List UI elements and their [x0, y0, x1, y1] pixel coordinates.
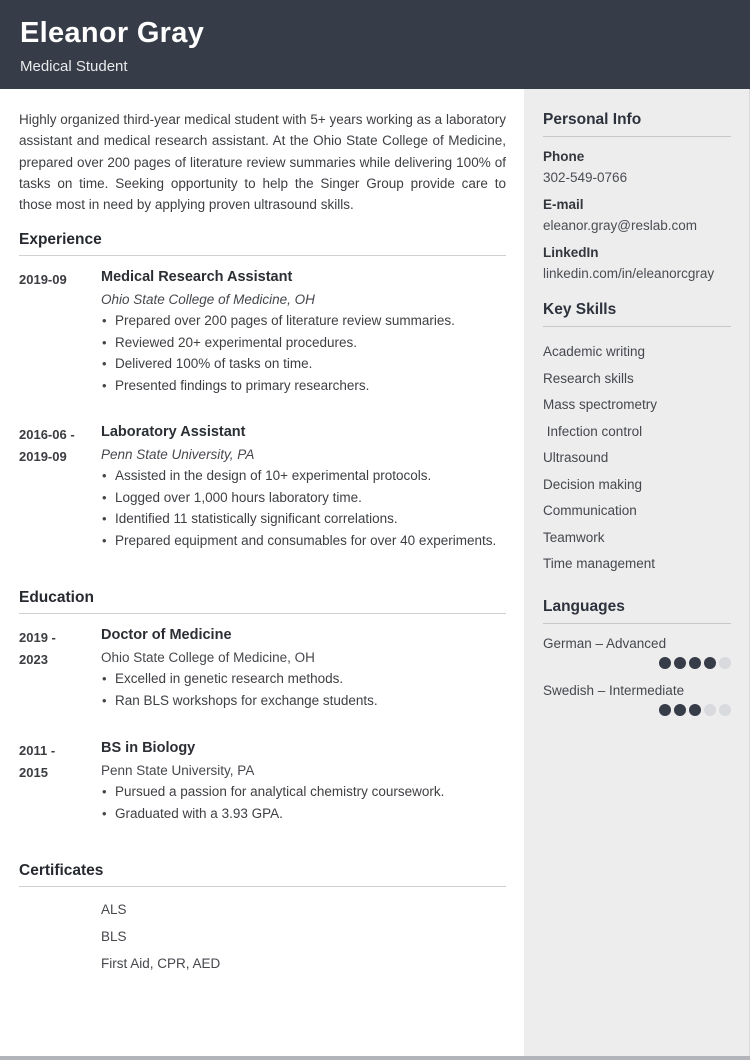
language-label: German – Advanced: [543, 635, 667, 651]
main-column: [0, 89, 524, 1056]
language-level-dots: [543, 657, 731, 669]
key-skills-heading: Key Skills: [543, 301, 731, 327]
summary-paragraph: Highly organized third-year medical student with 5+ years working as a laboratory assistant and medical research assistant. At the Ohio State College of Medicine, prepared over 200 pages of literature review summaries while delivering 100% of tasks on time. Seeking opportunity to help the Singer Group provide care to those most in need by applying proven ultrasound skills.: [19, 112, 506, 213]
education-entry: [19, 738, 506, 824]
skill-item: Teamwork: [543, 529, 605, 545]
language-level-dot-filled: [689, 704, 701, 716]
bullet-item: • Presented findings to primary researchers.: [101, 375, 506, 397]
resume-body: [0, 89, 750, 1056]
skill-item: Infection control: [543, 423, 643, 439]
person-job-title: Medical Student: [20, 58, 128, 75]
entry-date-line: 2011 -: [19, 743, 56, 759]
personal-info-section: [543, 111, 731, 281]
language-level-dot-empty: [719, 704, 731, 716]
phone-value: 302-549-0766: [543, 170, 628, 185]
entry-organization: Penn State University, PA: [101, 446, 255, 462]
entry-dates: [19, 625, 101, 711]
bullet-item: • Logged over 1,000 hours laboratory time.: [101, 487, 506, 509]
skill-item: Communication: [543, 503, 637, 518]
entry-bullet-list: [101, 668, 506, 711]
linkedin-label: LinkedIn: [543, 245, 599, 260]
languages-section: [543, 598, 731, 716]
entry-date-line: 2023: [19, 651, 48, 667]
language-item: [543, 683, 731, 716]
entry-title: BS in Biology: [101, 740, 196, 757]
language-level-dot-filled: [704, 657, 716, 669]
skill-item: Research skills: [543, 370, 634, 386]
personal-info-heading: Personal Info: [543, 111, 731, 137]
person-name: Eleanor Gray: [20, 17, 205, 49]
bullet-item: • Prepared over 200 pages of literature review summaries.: [101, 310, 506, 332]
entry-dates: [19, 738, 101, 824]
education-section: [19, 589, 506, 824]
entry-date-line: 2019-09: [19, 272, 67, 288]
sidebar-column: [524, 89, 750, 1056]
experience-heading: Experience: [19, 231, 506, 256]
email-value: eleanor.gray@reslab.com: [543, 218, 698, 233]
experience-entry: [19, 267, 506, 396]
entry-date-line: 2019-09: [19, 448, 67, 464]
language-level-dot-filled: [659, 657, 671, 669]
entry-content: [101, 267, 506, 396]
entry-organization: Ohio State College of Medicine, OH: [101, 649, 315, 665]
entry-dates: [19, 267, 101, 396]
phone-label: Phone: [543, 149, 585, 164]
phone-field: [543, 149, 731, 185]
entry-organization: Penn State University, PA: [101, 762, 255, 778]
certificates-section: [19, 862, 506, 977]
bullet-item: • Ran BLS workshops for exchange students.: [101, 690, 506, 712]
bullet-item: • Prepared equipment and consumables for over 40 experiments.: [101, 530, 506, 552]
entry-content: [101, 625, 506, 711]
skill-item: Mass spectrometry: [543, 397, 658, 412]
language-level-dot-filled: [659, 704, 671, 716]
entry-bullet-list: [101, 781, 506, 824]
linkedin-field: [543, 245, 731, 281]
language-level-dot-empty: [719, 657, 731, 669]
bullet-item: • Identified 11 statistically significant correlations.: [101, 508, 506, 530]
email-field: [543, 197, 731, 233]
page-bottom-edge: [0, 1056, 750, 1060]
key-skills-section: [543, 301, 731, 578]
entry-title: Medical Research Assistant: [101, 269, 293, 286]
entry-bullet-list: [101, 310, 506, 396]
email-label: E-mail: [543, 197, 584, 212]
certificate-item: ALS: [101, 902, 127, 918]
bullet-item: • Reviewed 20+ experimental procedures.: [101, 332, 506, 354]
resume-header: [0, 0, 750, 89]
entry-organization: Ohio State College of Medicine, OH: [101, 291, 315, 307]
education-heading: Education: [19, 589, 506, 614]
entry-dates: [19, 422, 101, 551]
language-level-dot-filled: [689, 657, 701, 669]
skill-item: Ultrasound: [543, 450, 609, 465]
skill-item: Decision making: [543, 476, 643, 492]
education-entry: [19, 625, 506, 711]
skill-item: Academic writing: [543, 344, 646, 359]
entry-title: Laboratory Assistant: [101, 424, 246, 441]
certificate-item: First Aid, CPR, AED: [101, 956, 221, 972]
entry-date-line: 2015: [19, 764, 48, 780]
bullet-item: • Delivered 100% of tasks on time.: [101, 353, 506, 375]
language-level-dots: [543, 704, 731, 716]
entry-date-line: 2016-06 -: [19, 427, 75, 443]
bullet-item: • Assisted in the design of 10+ experimental protocols.: [101, 465, 506, 487]
language-item: [543, 636, 731, 669]
certificate-item: BLS: [101, 929, 127, 945]
language-level-dot-filled: [674, 657, 686, 669]
entry-date-line: 2019 -: [19, 630, 56, 646]
language-level-dot-filled: [674, 704, 686, 716]
experience-entry: [19, 422, 506, 551]
entry-title: Doctor of Medicine: [101, 627, 232, 644]
bullet-item: • Graduated with a 3.93 GPA.: [101, 803, 506, 825]
bullet-item: • Excelled in genetic research methods.: [101, 668, 506, 690]
entry-content: [101, 738, 506, 824]
experience-section: [19, 231, 506, 551]
skill-item: Time management: [543, 556, 656, 571]
languages-heading: Languages: [543, 598, 731, 624]
entry-content: [101, 422, 506, 551]
entry-bullet-list: [101, 465, 506, 551]
linkedin-value: linkedin.com/in/eleanorcgray: [543, 266, 715, 281]
language-label: Swedish – Intermediate: [543, 682, 685, 698]
certificates-list: [101, 896, 506, 977]
skills-list: [543, 339, 731, 578]
language-level-dot-empty: [704, 704, 716, 716]
bullet-item: • Pursued a passion for analytical chemistry coursework.: [101, 781, 506, 803]
certificates-heading: Certificates: [19, 862, 506, 887]
